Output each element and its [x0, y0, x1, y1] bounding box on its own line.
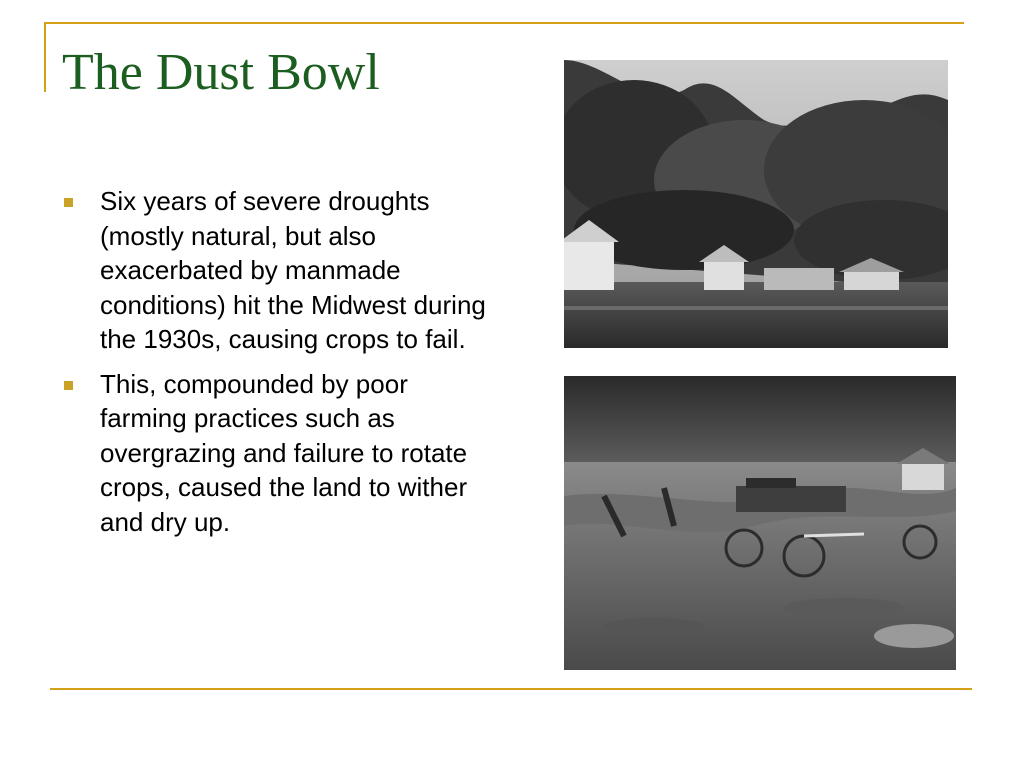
dust-storm-photo — [564, 60, 948, 348]
slide-title: The Dust Bowl — [62, 44, 380, 101]
bullet-square-icon — [64, 381, 73, 390]
buried-farm-photo — [564, 376, 956, 670]
bullet-item — [64, 367, 494, 540]
bottom-rule — [50, 688, 972, 690]
top-rule — [44, 22, 964, 24]
bullet-square-icon — [64, 198, 73, 207]
bullet-list — [64, 184, 494, 549]
bullet-item — [64, 184, 494, 357]
left-rule — [44, 22, 46, 92]
bullet-text: This, compounded by poor farming practices such as overgrazing and failure to rotate crops, caused the land to wither and dry up. — [100, 368, 468, 537]
bullet-text: Six years of severe droughts (mostly natural, but also exacerbated by manmade conditions) hit the Midwest during the 1930s, causing crops to fail. — [100, 186, 486, 354]
